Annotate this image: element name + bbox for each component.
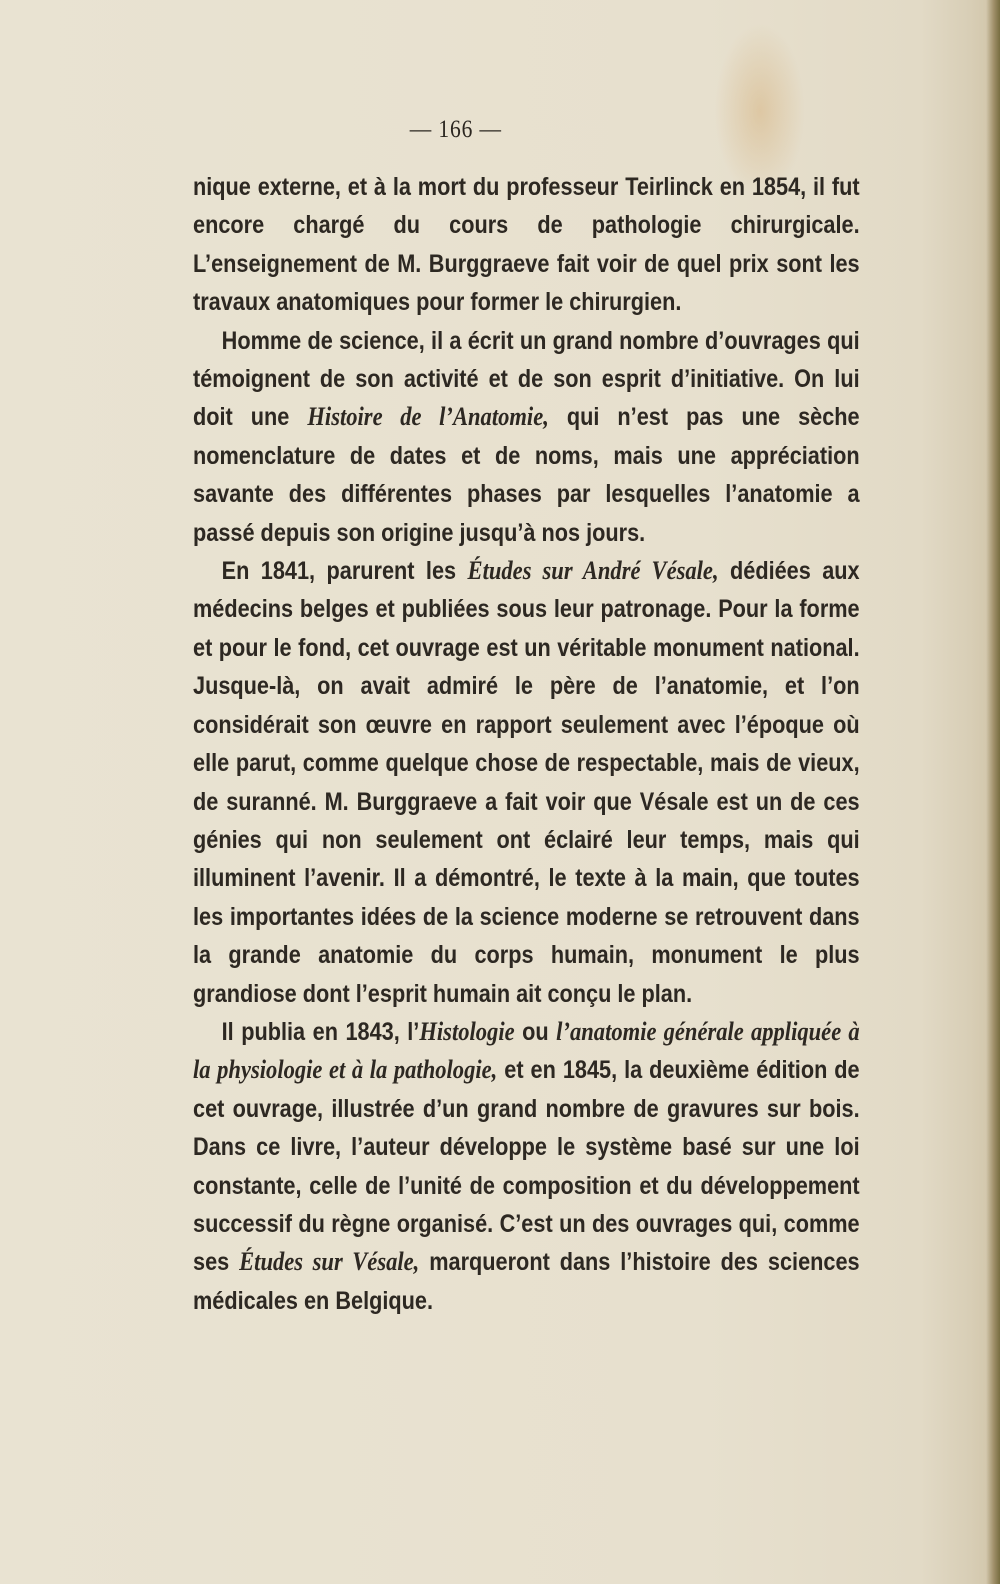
text-run: En 1841, parurent les bbox=[221, 557, 468, 586]
paragraph bbox=[193, 322, 860, 552]
paragraph bbox=[193, 1013, 860, 1320]
page-number: — 166 — bbox=[409, 116, 502, 143]
paragraph bbox=[193, 168, 860, 322]
italic-title: Études sur Vésale, bbox=[239, 1247, 420, 1277]
text-run: ou bbox=[514, 1017, 557, 1046]
text-run: Il publia en 1843, l’ bbox=[221, 1017, 420, 1046]
italic-title: Études sur André Vésale, bbox=[467, 556, 719, 586]
italic-title: l’anatomie générale appliquée à la physiologie et à la pathologie, bbox=[193, 1016, 860, 1085]
text-run: Homme de science, il a écrit un grand nombre d’ouvrages qui témoignent de son activité et de son esprit d’initiative. On lui doit une bbox=[193, 326, 860, 432]
italic-title: Histoire de l’Anatomie, bbox=[307, 402, 549, 432]
italic-title: Histologie bbox=[419, 1016, 515, 1046]
text-run: nique externe, et à la mort du professeur Teirlinck en 1854, il fut encore chargé du cours de pathologie chirurgicale. L’enseignement de M. Burggraeve fait voir de quel prix sont les travaux anatomiques pour former le chirurgien. bbox=[193, 173, 860, 317]
text-run: qui n’est pas une sèche nomenclature de dates et de noms, mais une appréciation savante des différentes phases par lesquelles l’anatomie a passé depuis son origine jusqu’à nos jours. bbox=[193, 403, 860, 547]
text-run: et en 1845, la deuxième édition de cet ouvrage, illustrée d’un grand nombre de gravures sur bois. Dans ce livre, l’auteur développe le système basé sur une loi constante, celle de l’unité de composition et du développement successif du règne organisé. C’est un des ouvrages qui, comme ses bbox=[193, 1056, 860, 1277]
paragraph bbox=[193, 552, 860, 1013]
text-run: marqueront dans l’histoire des sciences médicales en Belgique. bbox=[193, 1248, 860, 1315]
page-edge-shadow bbox=[986, 0, 1000, 1584]
text-run: dédiées aux médecins belges et publiées sous leur patronage. Pour la forme et pour le fond, cet ouvrage est un véritable monument national. Jusque-là, on avait admiré le père de l’anatomie, et l’on considérait son œuvre en rapport seulement avec l’époque où elle parut, comme quelque chose de respectable, mais de vieux, de suranné. M. Burggraeve a fait voir que Vésale est un de ces génies qui non seulement ont éclairé leur temps, mais qui illuminent l’avenir. Il a démontré, le texte à la main, que toutes les importantes idées de la science moderne se retrouvent dans la grande anatomie du corps humain, monument le plus grandiose dont l’esprit humain ait conçu le plan. bbox=[193, 557, 860, 1008]
body-text bbox=[193, 168, 860, 1320]
